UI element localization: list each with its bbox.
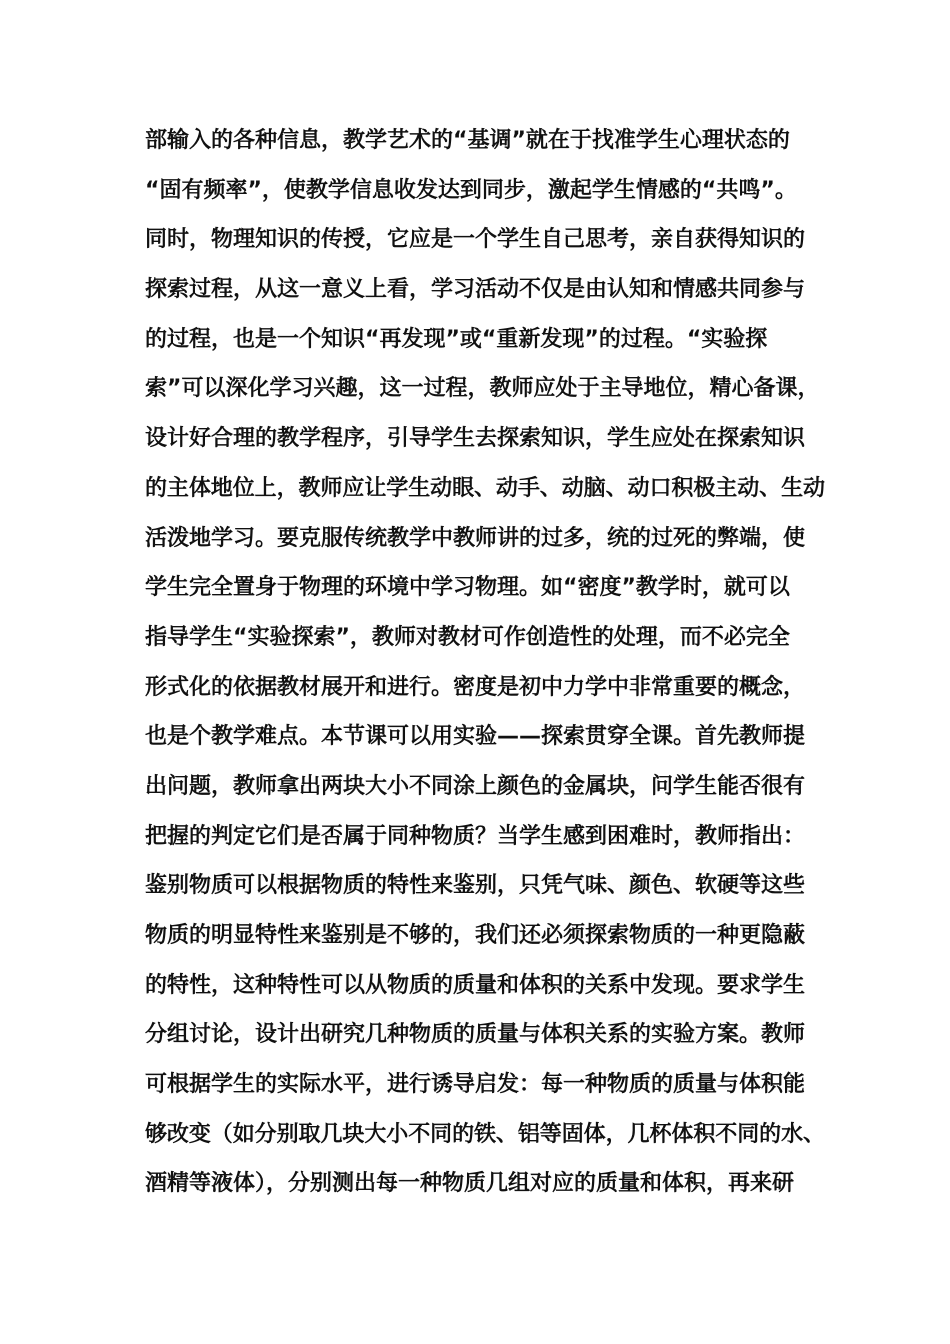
text-line-22: 酒精等液体），分别测出每一种物质几组对应的质量和体积，再来研 bbox=[145, 1171, 795, 1197]
text-line-19: 分组讨论，设计出研究几种物质的质量与体积关系的实验方案。教师 bbox=[145, 1022, 806, 1048]
text-line-5: 的过程，也是一个知识“再发现”或“重新发现”的过程。“实验探 bbox=[145, 326, 768, 352]
text-line-14: 出问题，教师拿出两块大小不同涂上颜色的金属块，问学生能否很有 bbox=[145, 773, 806, 799]
text-line-12: 形式化的依据教材展开和进行。密度是初中力学中非常重要的概念， bbox=[145, 674, 806, 700]
text-line-21: 够改变（如分别取几块大小不同的铁、铝等固体，几杯体积不同的水、 bbox=[145, 1121, 825, 1147]
text-line-7: 设计好合理的教学程序，引导学生去探索知识，学生应处在探索知识 bbox=[145, 426, 806, 452]
text-line-16: 鉴别物质可以根据物质的特性来鉴别，只凭气味、颜色、软硬等这些 bbox=[145, 873, 806, 899]
text-line-11: 指导学生“实验探索”，教师对教材可作创造性的处理，而不必完全 bbox=[145, 624, 790, 650]
text-line-9: 活泼地学习。要克服传统教学中教师讲的过多，统的过死的弊端，使 bbox=[145, 525, 806, 551]
text-line-10: 学生完全置身于物理的环境中学习物理。如“密度”教学时，就可以 bbox=[145, 575, 790, 601]
text-line-13: 也是个教学难点。本节课可以用实验——探索贯穿全课。首先教师提 bbox=[145, 724, 806, 750]
text-line-4: 探索过程，从这一意义上看，学习活动不仅是由认知和情感共同参与 bbox=[145, 277, 806, 303]
body-paragraph bbox=[145, 116, 825, 1209]
text-line-3: 同时，物理知识的传授，它应是一个学生自己思考，亲自获得知识的 bbox=[145, 227, 806, 253]
text-line-2: “固有频率”，使教学信息收发达到同步，激起学生情感的“共鸣”。 bbox=[145, 177, 797, 203]
text-line-20: 可根据学生的实际水平，进行诱导启发：每一种物质的质量与体积能 bbox=[145, 1072, 806, 1098]
text-line-8: 的主体地位上，教师应让学生动眼、动手、动脑、动口积极主动、生动 bbox=[145, 475, 825, 501]
text-line-15: 把握的判定它们是否属于同种物质？当学生感到困难时，教师指出： bbox=[145, 823, 806, 849]
text-line-6: 索”可以深化学习兴趣，这一过程，教师应处于主导地位，精心备课， bbox=[145, 376, 820, 402]
text-line-18: 的特性，这种特性可以从物质的质量和体积的关系中发现。要求学生 bbox=[145, 972, 806, 998]
text-line-1: 部输入的各种信息，教学艺术的“基调”就在于找准学生心理状态的 bbox=[145, 128, 790, 153]
text-line-17: 物质的明显特性来鉴别是不够的，我们还必须探索物质的一种更隐蔽 bbox=[145, 923, 806, 948]
